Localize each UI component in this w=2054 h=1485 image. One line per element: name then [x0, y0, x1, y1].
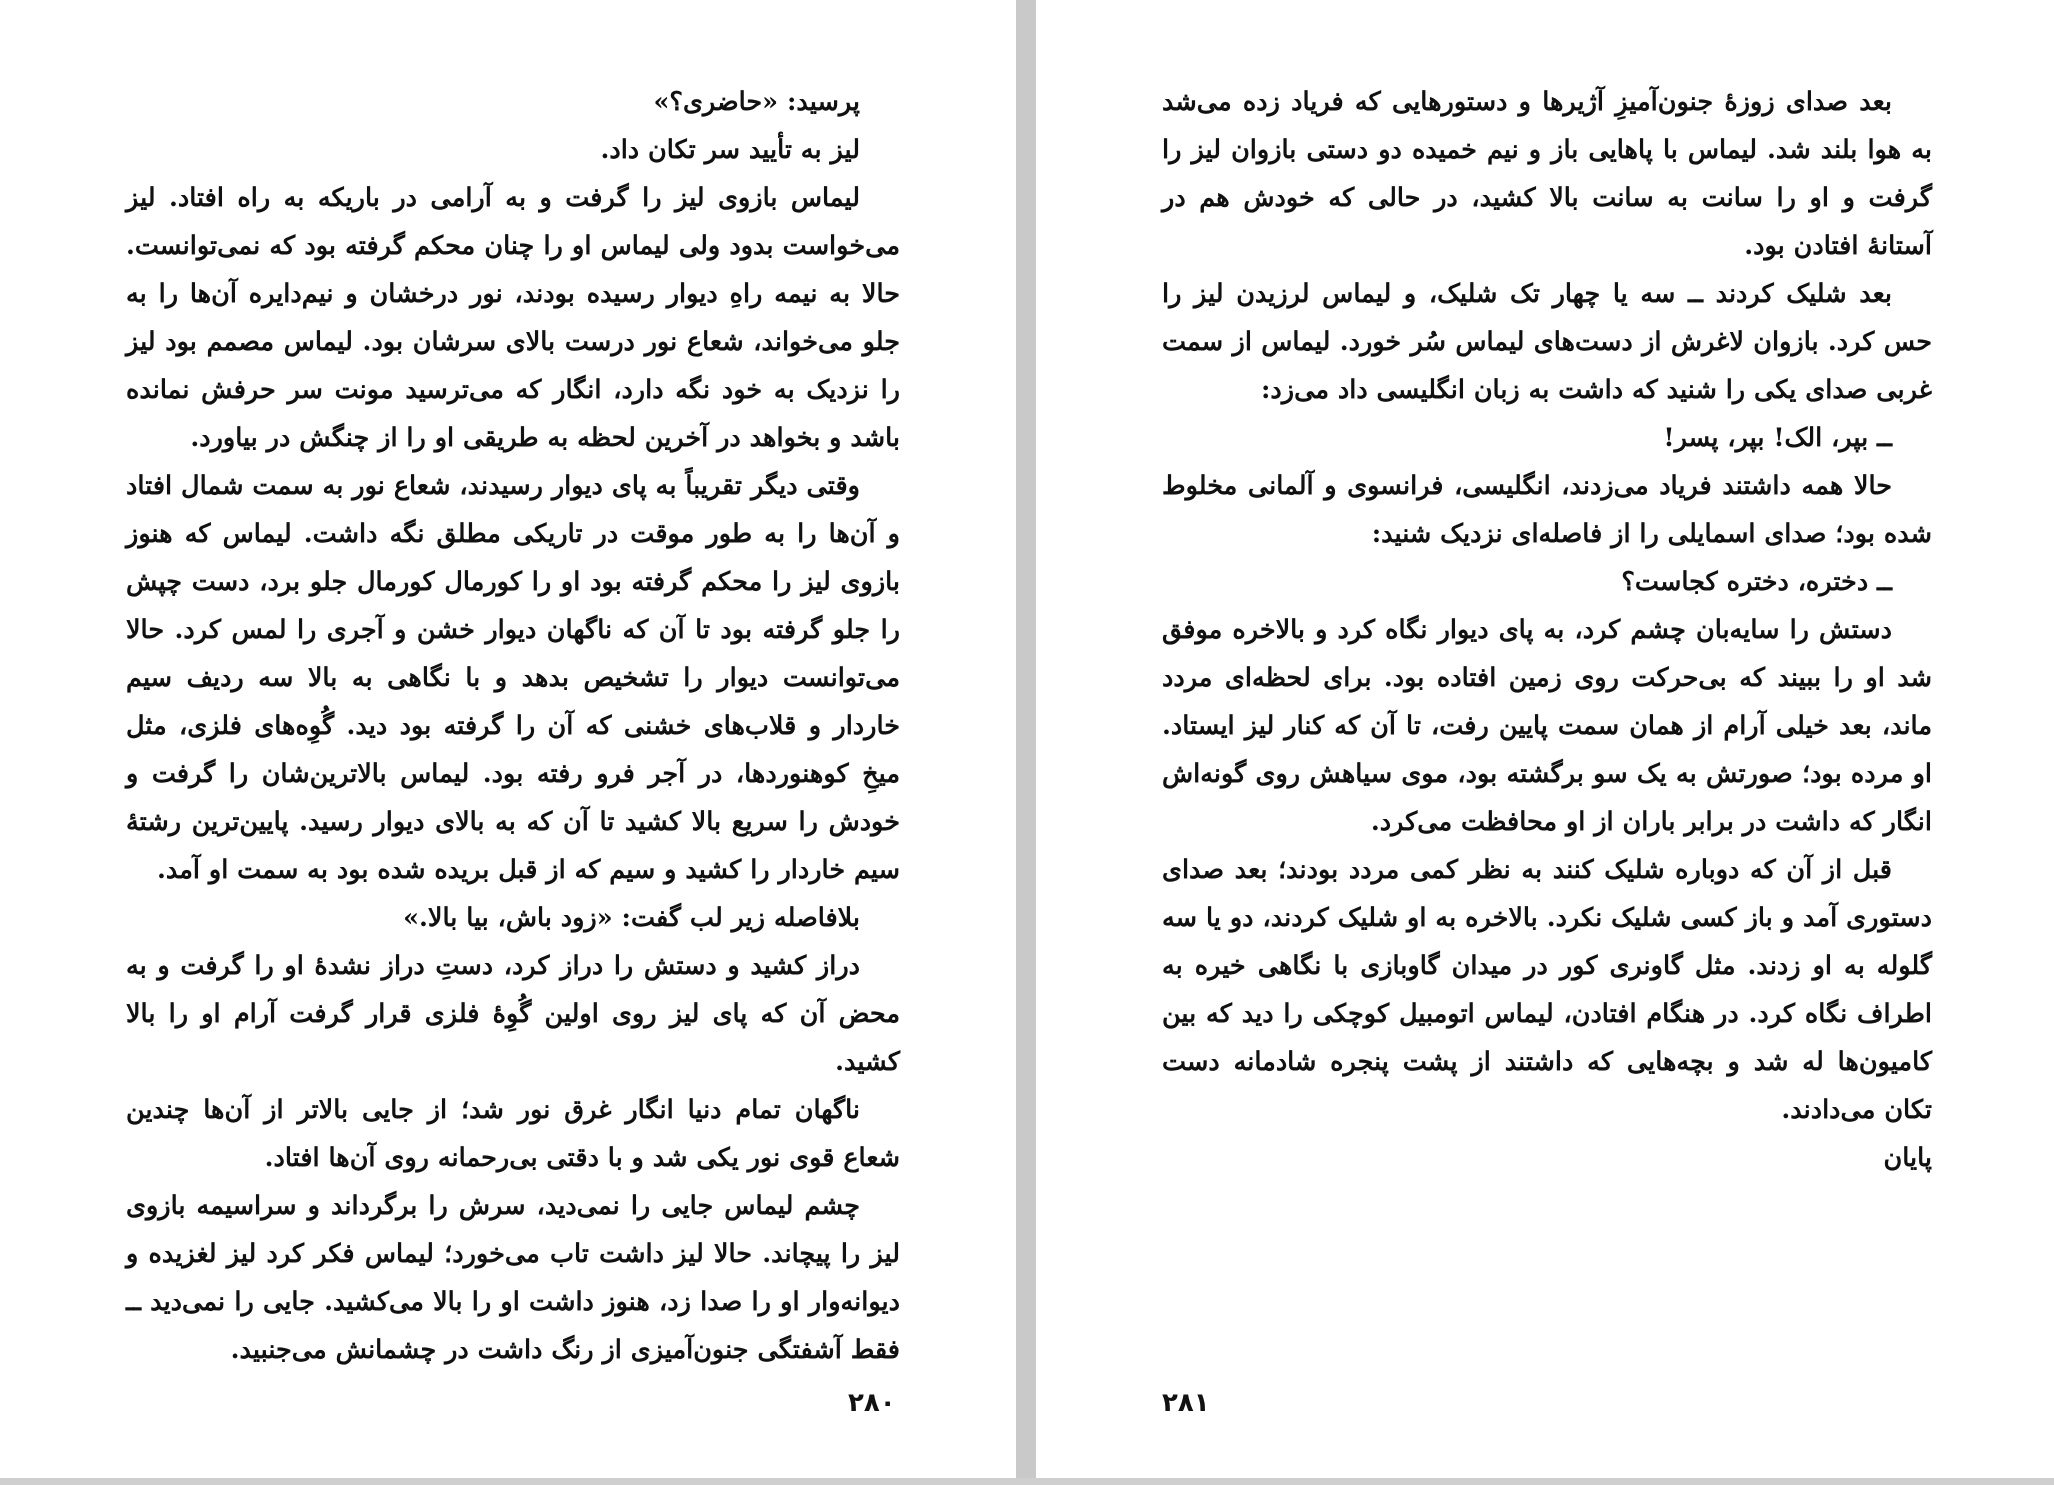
page-text [1162, 78, 1932, 1182]
paragraph: لیز به تأیید سر تکان داد. [600, 135, 860, 165]
page-number: ۲۸۰ [848, 1388, 896, 1418]
paragraph: بعد شلیک کردند ــ سه یا چهار تک شلیک، و لیماس لرزیدن لیز را حس کرد. بازوان لاغرش از دست‌های لیماس سُر خورد. لیماس از سمت غربی صدای یکی را شنید که داشت به زبان انگلیسی داد می‌زد: [1162, 279, 1932, 405]
paragraph: بلافاصله زیر لب گفت: «زود باش، بیا بالا.» [403, 903, 860, 933]
paragraph: وقتی دیگر تقریباً به پای دیوار رسیدند، شعاع نور به سمت شمال افتاد و آن‌ها را به طور موقت در تاریکی مطلق نگه داشت. لیماس که هنوز بازوی لیز را محکم گرفته بود او را کورمال کورمال جلو برد، دست چپش را جلو گرفته بود تا آن که ناگهان دیوار خشن و آجری را لمس کرد. حالا می‌توانست دیوار را تشخیص بدهد و با نگاهی به بالا سه ردیف سیم خاردار و قلاب‌های خشنی که آن را گرفته بود دید. گُوِه‌های فلزی، مثل میخِ کوهنوردها، در آجر فرو رفته بود. لیماس بالاترین‌شان را گرفت و خودش را سریع بالا کشید تا آن که به بالای دیوار رسید. پایین‌ترین رشتهٔ سیم خاردار را کشید و سیم که از قبل بریده شده بود به سمت او آمد. [126, 471, 900, 885]
paragraph: لیماس بازوی لیز را گرفت و به آرامی در باریکه به راه افتاد. لیز می‌خواست بدود ولی لیماس او را چنان محکم گرفته بود که نمی‌توانست. حالا به نیمه راهِ دیوار رسیده بودند، نور درخشان و نیم‌دایره آن‌ها را به جلو می‌خواند، شعاع نور درست بالای سرشان بود. لیماس مصمم بود لیز را نزدیک به خود نگه دارد، انگار که می‌ترسید مونت سر حرفش نمانده باشد و بخواهد در آخرین لحظه به طریقی او را از چنگش در بیاورد. [126, 183, 900, 453]
paragraph: چشم لیماس جایی را نمی‌دید، سرش را برگرداند و سراسیمه بازوی لیز را پیچاند. حالا لیز داشت تاب می‌خورد؛ لیماس فکر کرد لیز لغزیده و دیوانه‌وار او را صدا زد، هنوز داشت او را بالا می‌کشید. جایی را نمی‌دید ــ فقط آشفتگی جنون‌آمیزی از رنگ داشت در چشمانش می‌جنبید. [126, 1191, 900, 1365]
paragraph: بعد صدای زوزهٔ جنون‌آمیزِ آژیرها و دستورهایی که فریاد زده می‌شد به هوا بلند شد. لیماس با پاهایی باز و نیم خمیده دو دستی بازوان لیز را گرفت و او را سانت به سانت بالا کشید، در حالی که خودش هم در آستانهٔ افتادن بود. [1162, 87, 1932, 261]
paragraph: دراز کشید و دستش را دراز کرد، دستِ دراز نشدهٔ او را گرفت و به محض آن که پای لیز روی اولین گُوِهٔ فلزی قرار گرفت آرام او را بالا کشید. [126, 951, 900, 1077]
viewer-bottom-edge [0, 1478, 2054, 1485]
paragraph: قبل از آن که دوباره شلیک کنند به نظر کمی مردد بودند؛ بعد صدای دستوری آمد و باز کسی شلیک نکرد. بالاخره به او شلیک کردند، دو یا سه گلوله به او زدند. مثل گاونری کور در میدان گاوبازی با نگاهی خیره به اطراف نگاه کرد. در هنگام افتادن، لیماس اتومبیل کوچکی را دید که بین کامیون‌ها له شد و بچه‌هایی که داشتند از پشت پنجره شادمانه دست تکان می‌دادند. [1162, 855, 1932, 1125]
paragraph: ــ بپر، الک! بپر، پسر! [1663, 423, 1892, 453]
page-number: ۲۸۱ [1162, 1388, 1210, 1418]
paragraph: پرسید: «حاضری؟» [653, 87, 860, 117]
page-281 [1036, 0, 2054, 1478]
paragraph: حالا همه داشتند فریاد می‌زدند، انگلیسی، فرانسوی و آلمانی مخلوط شده بود؛ صدای اسمایلی را از فاصله‌ای نزدیک شنید: [1162, 471, 1932, 549]
paragraph: دستش را سایه‌بان چشم کرد، به پای دیوار نگاه کرد و بالاخره موفق شد او را ببیند که بی‌حرکت روی زمین افتاده بود. برای لحظه‌ای مردد ماند، بعد خیلی آرام از همان سمت پایین رفت، تا آن که کنار لیز ایستاد. او مرده بود؛ صورتش به یک سو برگشته بود، موی سیاهش روی گونه‌اش انگار که داشت در برابر باران از او محافظت می‌کرد. [1162, 615, 1932, 837]
page-text [126, 78, 900, 1374]
end-mark: پایان [1883, 1143, 1932, 1173]
paragraph: ــ دختره، دختره کجاست؟ [1621, 567, 1892, 597]
paragraph: ناگهان تمام دنیا انگار غرق نور شد؛ از جایی بالاتر از آن‌ها چندین شعاع قوی نور یکی شد و با دقتی بی‌رحمانه روی آن‌ها افتاد. [126, 1095, 900, 1173]
page-280 [0, 0, 1016, 1478]
page-gutter [1016, 0, 1036, 1485]
